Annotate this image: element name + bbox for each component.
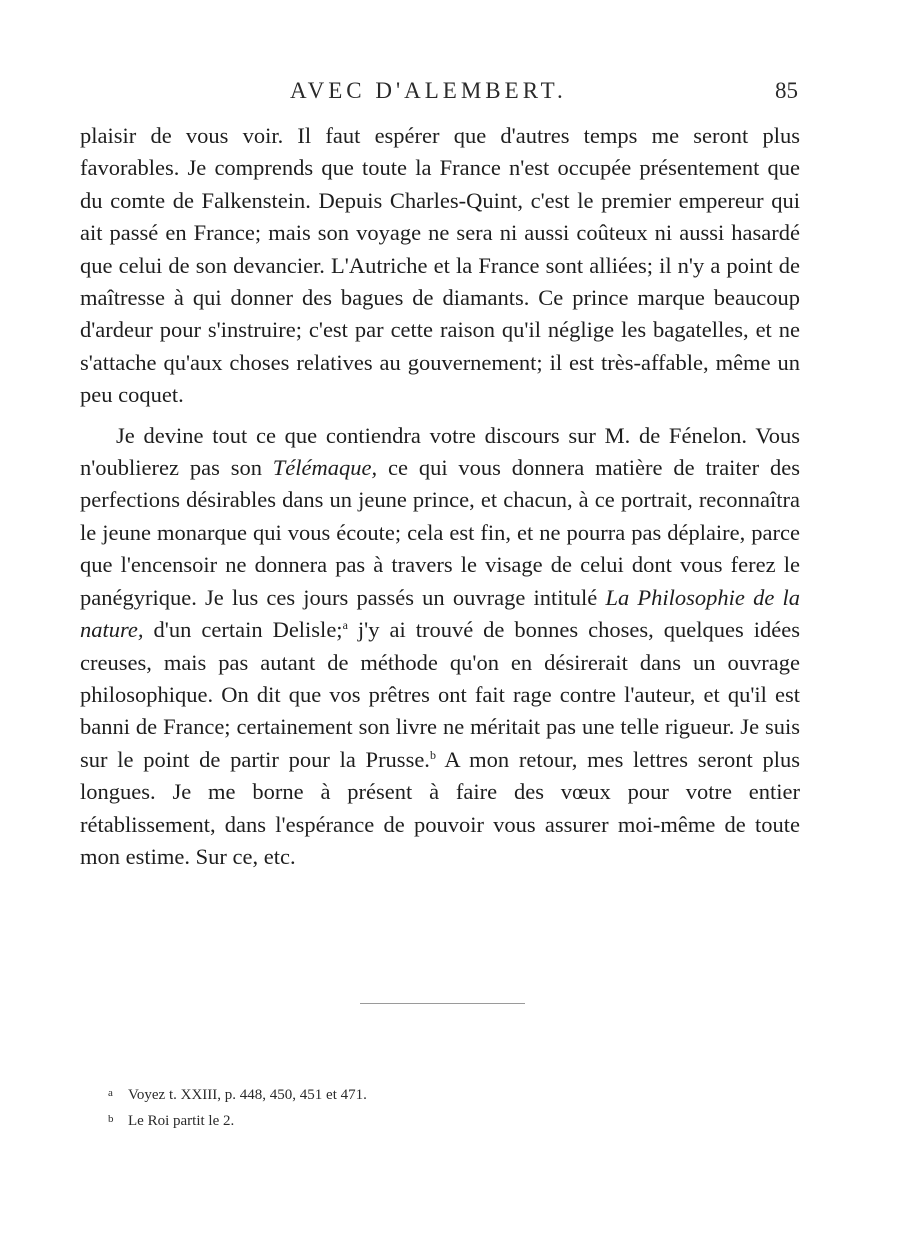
paragraph-2-text: Je devine tout ce que contiendra votre discours sur M. de Fénelon. Vous n'oublierez pas son [80, 422, 800, 481]
paragraph-2-text: ce qui vous donnera matière de traiter des perfections désirables dans un jeune prince, et chacun, à ce portrait, reconnaîtra le jeune monarque qui vous écoute; cela est fin, et ne pourra pas déplaire, parce que l'encensoir ne donnera pas à travers le visage de celui dont vous ferez le panégyrique. Je lus ces jours passés un ouvrage intitulé [80, 455, 800, 610]
footnote-ref-a: a [342, 618, 348, 633]
running-title: AVEC D'ALEMBERT. [290, 78, 567, 103]
footnote-text: Le Roi partit le 2. [128, 1113, 235, 1129]
letter-body [80, 120, 800, 873]
running-head [0, 78, 900, 108]
italic-title-philosophie: La Philosophie de la nature, [80, 584, 800, 643]
paragraph-2-text: A mon retour, mes lettres seront plus longues. Je me borne à présent à faire des vœux pour votre entier rétablissement, dans l'espérance de pouvoir vous assurer moi-même de toute mon estime. Sur ce, etc. [80, 746, 800, 869]
footnote-a [108, 1083, 808, 1109]
footnote-ref-b: b [429, 747, 436, 762]
footnote-mark: b [108, 1113, 114, 1125]
footnote-mark: a [108, 1087, 113, 1099]
page-number: 85 [775, 78, 798, 103]
paragraph-2-text: j'y ai trouvé de bonnes choses, quelques idées creuses, mais pas autant de méthode qu'on en désirerait dans un ouvrage philosophique. On dit que vos prêtres ont fait rage contre l'auteur, et qu'il est banni de France; certainement son livre ne méritait pas une telle rigueur. Je suis sur le point de partir pour la Prusse. [80, 617, 800, 772]
section-divider [360, 1003, 525, 1004]
paragraph-1: plaisir de vous voir. Il faut espérer que d'autres temps me seront plus favorables. Je comprends que toute la France n'est occupée présentement que du comte de Falkenstein. Depuis Charles-Quint, c'est le premier empereur qui ait passé en France; mais son voyage ne sera ni aussi coûteux ni aussi hasardé que celui de son devancier. L'Autriche et la France sont alliées; il n'y a point de maîtresse à qui donner des bagues de diamants. Ce prince marque beaucoup d'ardeur pour s'instruire; c'est par cette raison qu'il néglige les bagatelles, et ne s'attache qu'aux choses relatives au gouvernement; il est très-affable, même un peu coquet. [80, 123, 800, 408]
italic-title-telemaque: Télémaque, [272, 455, 378, 481]
footnote-b [108, 1109, 808, 1135]
paragraph-2 [80, 420, 800, 874]
paragraph-2-text: d'un certain Delisle; [143, 617, 343, 643]
footnote-text: Voyez t. XXIII, p. 448, 450, 451 et 471. [128, 1087, 367, 1103]
footnotes [108, 1083, 808, 1135]
